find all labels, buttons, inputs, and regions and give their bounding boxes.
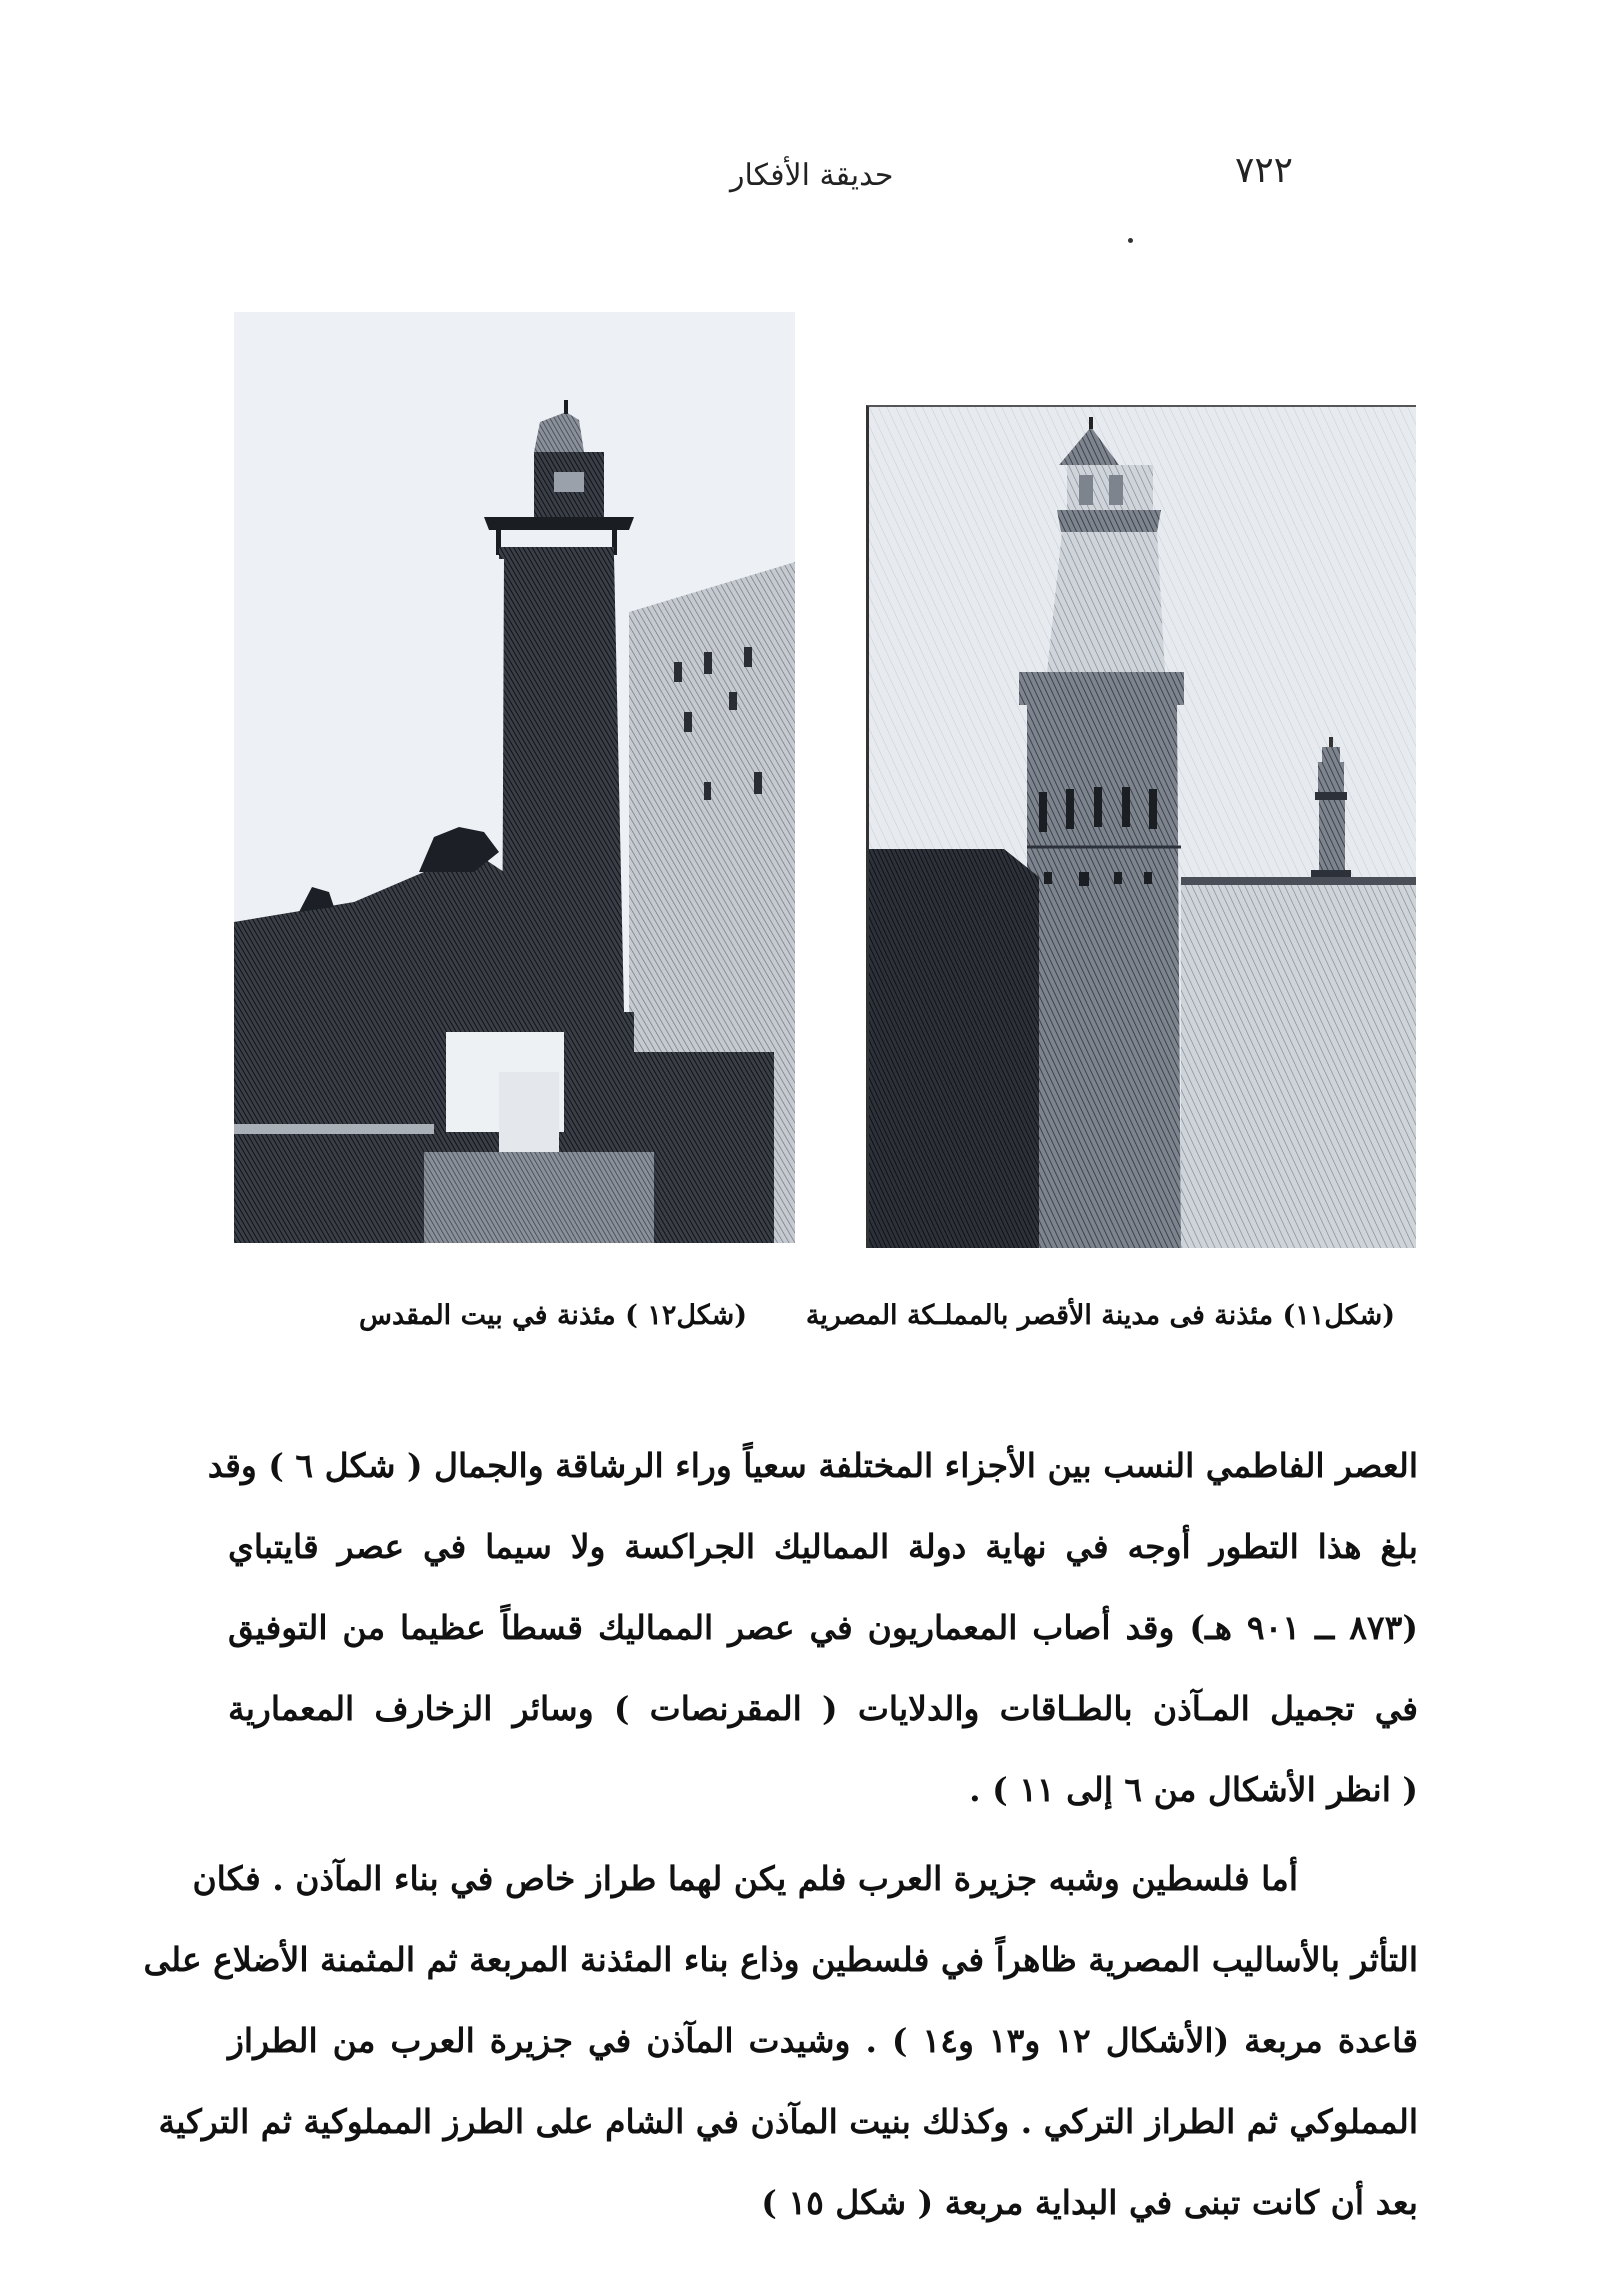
page-number: ٧٢٢ (1235, 150, 1294, 191)
text-line: قاعدة مربعة (الأشكال ١٢ و١٣ و١٤ ) . وشيدت المآذن في جزيرة العرب من الطراز (228, 2021, 1418, 2060)
speck (1128, 238, 1133, 243)
text-line: ( انظر الأشكال من ٦ إلى ١١ ) . (969, 1770, 1418, 1809)
figure-12-photo-minaret-jerusalem (234, 312, 795, 1243)
figure-caption (300, 1300, 1395, 1331)
body-text (143, 1425, 1418, 2243)
text-line: (٨٧٣ ــ ٩٠١ هـ) وقد أصاب المعماريون في عصر المماليك قسطاً عظيما من التوفيق (228, 1608, 1418, 1647)
caption-figure-12: (شكل١٢ ) مئذنة في بيت المقدس (359, 1300, 748, 1331)
paragraph (207, 1425, 1418, 1830)
text-line: المملوكي ثم الطراز التركي . وكذلك بنيت المآذن في الشام على الطرز المملوكية ثم التركية (158, 2102, 1418, 2141)
running-title: حديقة الأفكار (730, 158, 894, 193)
caption-figure-11: (شكل١١) مئذنة فى مدينة الأقصر بالمملـكة المصرية (805, 1300, 1395, 1331)
minaret-luxor-illustration (869, 407, 1416, 1248)
text-line: بعد أن كانت تبنى في البداية مربعة ( شكل ١٥ ) (761, 2183, 1418, 2222)
text-line: أما فلسطين وشبه جزيرة العرب فلم يكن لهما طراز خاص في بناء المآذن . فكان (192, 1859, 1298, 1898)
text-line: التأثر بالأساليب المصرية ظاهراً في فلسطين وذاع بناء المئذنة المربعة ثم المثمنة الأضلاع على (143, 1940, 1418, 1979)
figure-11-photo-minaret-luxor (866, 405, 1416, 1248)
text-line: في تجميل المـآذن بالطـاقات والدلايات ( المقرنصات ) وسائر الزخارف المعمارية (228, 1689, 1418, 1728)
minaret-jerusalem-illustration (234, 312, 795, 1243)
text-line: بلغ هذا التطور أوجه في نهاية دولة المماليك الجراكسة ولا سيما في عصر قايتباي (228, 1527, 1418, 1566)
text-line: العصر الفاطمي النسب بين الأجزاء المختلفة سعياً وراء الرشاقة والجمال ( شكل ٦ ) وقد (207, 1446, 1418, 1485)
paragraph (143, 1838, 1418, 2243)
